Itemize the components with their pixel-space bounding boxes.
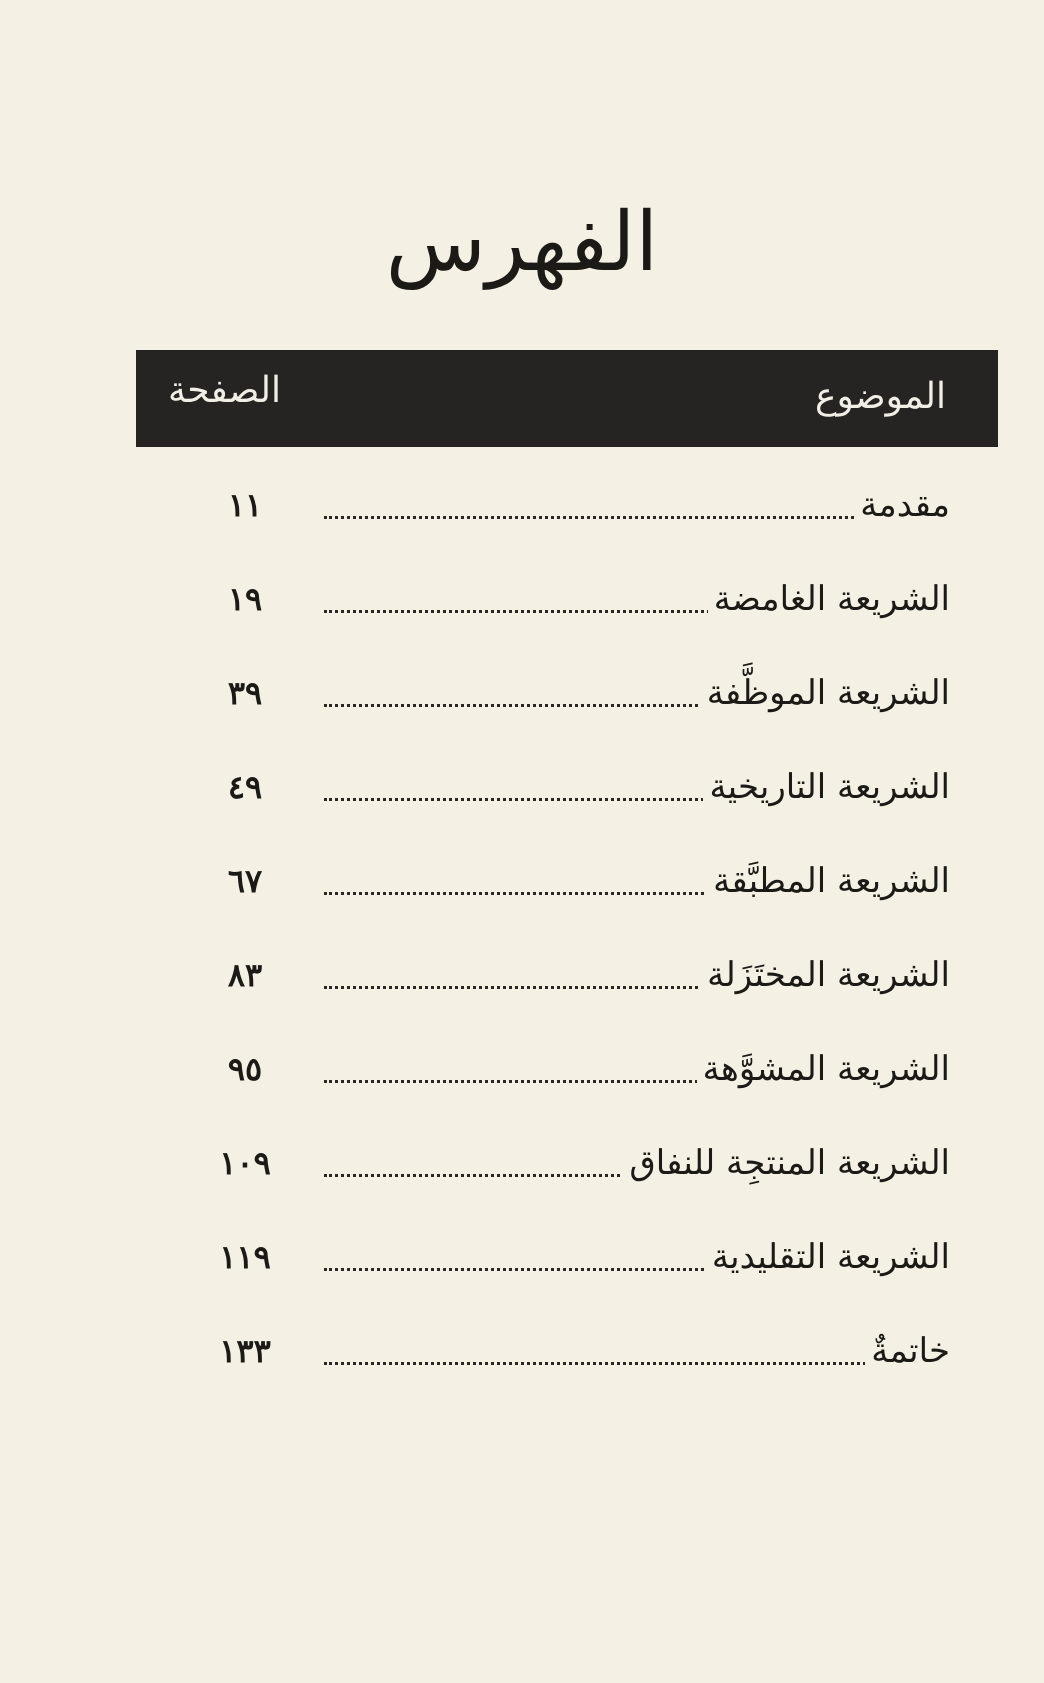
toc-entry-page-number: ٤٩ — [227, 768, 263, 806]
toc-entry-title: الشريعة المنتجِة للنفاق — [623, 1138, 950, 1188]
toc-entry-page-number: ٦٧ — [227, 862, 263, 900]
toc-entry-page-number: ٣٩ — [227, 674, 263, 712]
toc-entry-traditional-sharia[interactable] — [136, 1222, 998, 1316]
toc-entry-hypocrisy-sharia[interactable] — [136, 1128, 998, 1222]
toc-entry-title: الشريعة التقليدية — [706, 1232, 950, 1282]
toc-entry-reduced-sharia[interactable] — [136, 940, 998, 1034]
toc-entry-title: مقدمة — [854, 480, 950, 530]
toc-entry-ambiguous-sharia[interactable] — [136, 564, 998, 658]
toc-entry-page-number: ١١ — [227, 486, 263, 524]
toc-entry-title: الشريعة الموظَّفة — [701, 668, 950, 718]
toc-entry-page-number: ١٣٣ — [219, 1332, 271, 1370]
topic-column-header: الموضوع — [814, 376, 946, 417]
toc-entry-applied-sharia[interactable] — [136, 846, 998, 940]
toc-list — [136, 470, 998, 1410]
toc-entry-introduction[interactable] — [136, 470, 998, 564]
toc-entry-page-number: ١٠٩ — [219, 1144, 271, 1182]
toc-entry-title: خاتمةٌ — [865, 1326, 950, 1376]
toc-entry-page-number: ٨٣ — [227, 956, 263, 994]
toc-entry-page-number: ١١٩ — [219, 1238, 271, 1276]
toc-entry-title: الشريعة المشوَّهة — [697, 1044, 950, 1094]
dot-leader — [324, 1362, 950, 1365]
toc-entry-page-number: ٩٥ — [227, 1050, 263, 1088]
page-column-header: الصفحة — [168, 370, 281, 411]
toc-entry-historical-sharia[interactable] — [136, 752, 998, 846]
toc-entry-title: الشريعة المختَزَلة — [701, 950, 950, 1000]
toc-entry-title: الشريعة المطبَّقة — [707, 856, 950, 906]
toc-entry-employed-sharia[interactable] — [136, 658, 998, 752]
toc-entry-distorted-sharia[interactable] — [136, 1034, 998, 1128]
page-title: الفهرس — [385, 195, 659, 290]
toc-entry-page-number: ١٩ — [227, 580, 263, 618]
toc-entry-title: الشريعة التاريخية — [703, 762, 950, 812]
toc-header-bar — [136, 350, 998, 447]
toc-entry-conclusion[interactable] — [136, 1316, 998, 1410]
toc-entry-title: الشريعة الغامضة — [708, 574, 950, 624]
